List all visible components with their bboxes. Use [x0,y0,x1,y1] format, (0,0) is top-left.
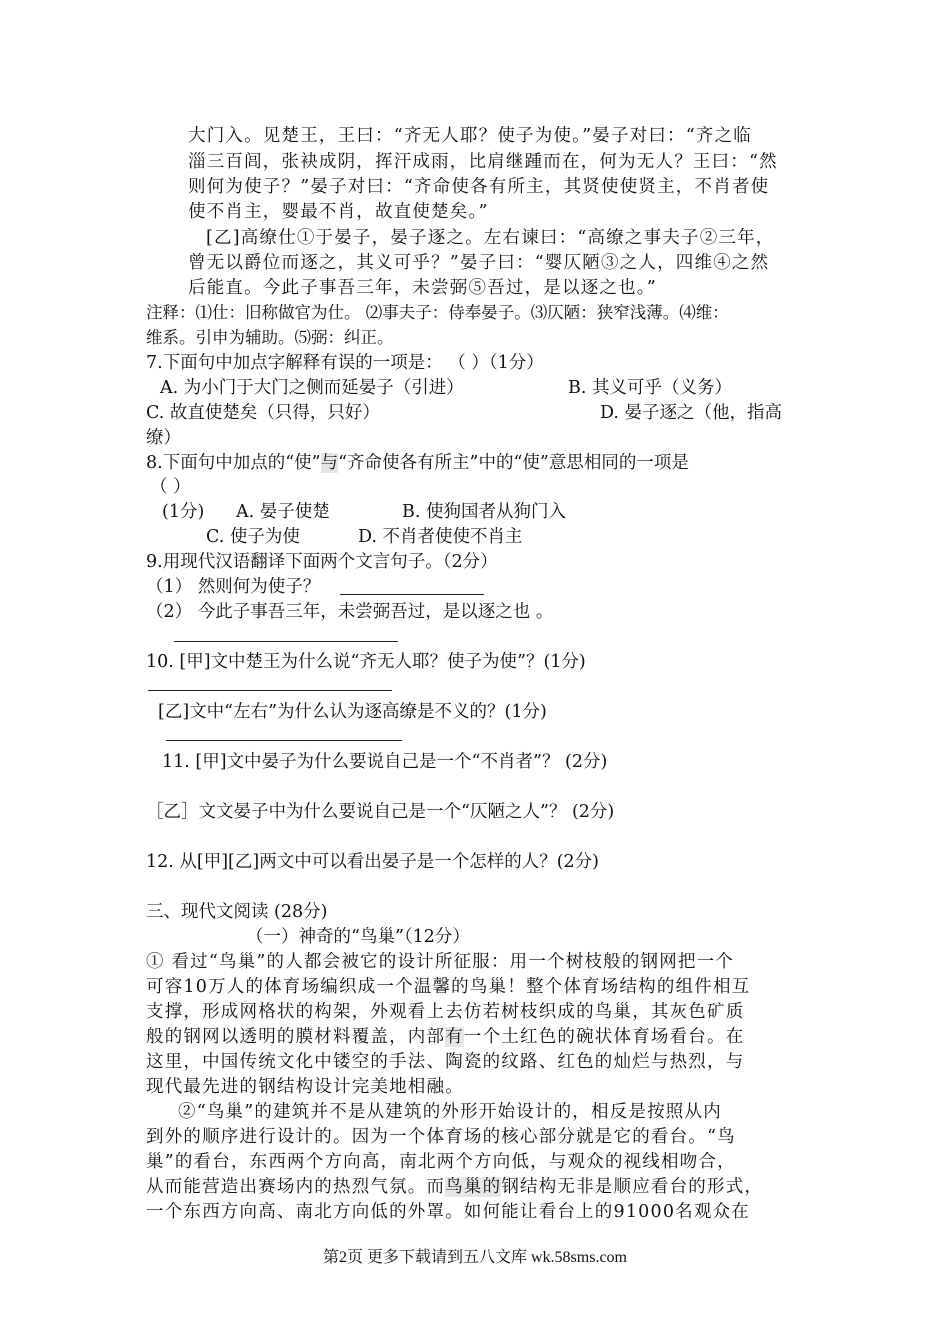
q8-option-b: B. 使狗国者从狗门入 [402,502,566,522]
q7-option-b: B. 其义可乎（义务） [568,378,732,398]
section3-subtitle: （一）神奇的“鸟巢”（12分） [246,927,470,947]
q7-stem: 7.下面句中加点字解释有误的一项是： （ ）（1分） [146,353,544,373]
passage-jia-line-3: 则何为使子？”晏子对曰：“齐命使各有所主，其贤使使贤主，不肖者使 [188,177,770,197]
q8-option-d: D. 不肖者使使不肖主 [358,527,523,547]
page-footer: 第2页 更多下载请到五八文库 wk.58sms.com [322,1249,627,1266]
q11-part-b: ［乙］文文晏子中为什么要说自己是一个“仄陋之人”？ (2分) [146,802,615,822]
q9-answer-line-2[interactable] [174,641,398,642]
para1-line-4-post: 一个土红色的碗状体育场看台。在 [463,1027,745,1047]
para1-line-1: ① 看过“鸟巢”的人都会被它的设计所征服：用一个树枝般的钢网把一个 [146,952,735,972]
notes-line-1: 注释：⑴仕：旧称做官为仕。 ⑵事夫子：侍奉晏子。⑶仄陋：狭窄浅薄。⑷维： [146,303,729,322]
q7-option-d-cont: 缭） [146,428,181,448]
q7-option-d: D. 晏子逐之（他，指高 [600,403,783,423]
para1-line-4 [146,1025,744,1049]
q8-option-a: A. 晏子使楚 [236,502,330,522]
q8-stem [146,451,689,475]
q8-stem-post: “齐命使各有所主”中的“使”意思相同的一项是 [338,453,689,473]
passage-yi-line-3: 后能直。今此子事吾三年，未尝弼⑤吾过，是以逐之也。” [188,278,657,298]
passage-jia-line-2: 淄三百闾，张袂成阴，挥汗成雨，比肩继踵而在，何为无人？王曰：“然 [188,152,778,172]
para2-line-4-highlight: 鸟巢的 [445,1177,502,1197]
passage-yi-line-2: 曾无以爵位而逐之，其义可乎？”晏子曰：“婴仄陋③之人，四维④之然 [188,253,770,273]
para1-line-4-highlight: 有 [445,1027,464,1047]
section3-title: 三、现代文阅读 (28分) [146,902,328,922]
q8-stem-highlight: 与 [320,453,339,473]
q9-sentence-1: （1） 然则何为使子？ [146,577,321,597]
para1-line-2: 可容10万人的体育场编织成一个温馨的鸟巢！整个体育场结构的组件相互 [146,977,751,997]
para2-line-5: 一个东西方向高、南北方向低的外罩。如何能让看台上的91000名观众在 [146,1202,750,1222]
notes-line-2: 维系。引申为辅助。⑸弼：纠正。 [146,328,394,347]
q7-option-c: C. 故直使楚矣（只得，只好） [146,403,380,423]
para1-line-4-pre: 般的钢网以透明的膜材料覆盖，内部 [146,1027,446,1047]
para2-line-4 [146,1175,763,1199]
q10-answer-line-b[interactable] [166,740,402,741]
q8-stem-pre: 8.下面句中加点的“使” [146,453,321,473]
passage-jia-line-1: 大门入。见楚王，王曰：“齐无人耶？使子为使。”晏子对曰：“齐之临 [188,126,752,146]
passage-yi-line-1: [乙]高缭仕①于晏子，晏子逐之。左右谏曰：“高缭之事夫子②三年， [206,228,775,248]
para1-line-3: 支撑，形成网格状的构架，外观看上去仿若树枝织成的鸟巢，其灰色矿质 [146,1002,745,1022]
para2-line-2: 到外的顺序进行设计的。因为一个体育场的核心部分就是它的看台。“鸟 [146,1127,736,1147]
q10-part-a: 10. [甲]文中楚王为什么说“齐无人耶？使子为使”？(1分) [146,652,586,672]
q12: 12. 从[甲][乙]两文中可以看出晏子是一个怎样的人？(2分) [146,852,599,872]
para2-line-1: ②“鸟巢”的建筑并不是从建筑的外形开始设计的，相反是按照从内 [178,1102,722,1122]
q10-part-b: [乙]文中“左右”为什么认为逐高缭是不义的？(1分) [158,702,547,722]
para1-line-5: 这里，中国传统文化中镂空的手法、陶瓷的纹路、红色的灿烂与热烈，与 [146,1052,745,1072]
q8-answer-paren: （ ） [150,477,191,497]
para2-line-4-pre: 从而能营造出赛场内的热烈气氛。而 [146,1177,446,1197]
q9-sentence-2: （2） 今此子事吾三年，未尝弼吾过，是以逐之也 。 [146,602,554,622]
q8-option-c: C. 使子为使 [206,527,300,547]
para2-line-4-post: 钢结构无非是顺应看台的形式， [501,1177,764,1197]
para2-line-3: 巢”的看台，东西两个方向高，南北两个方向低，与观众的视线相吻合， [146,1152,736,1172]
q11-part-a: 11. [甲]文中晏子为什么要说自己是一个“不肖者”？ (2分) [162,752,608,772]
para1-line-6: 现代最先进的钢结构设计完美地相融。 [146,1077,464,1097]
q10-answer-line-a[interactable] [148,690,392,691]
q7-option-a: A. 为小门于大门之侧而延晏子（引进） [160,378,464,398]
passage-jia-line-4: 使不肖主，婴最不肖，故直使楚矣。” [188,202,489,222]
q9-answer-line-1[interactable] [340,594,484,595]
q8-score: (1分) [162,502,205,522]
q9-stem: 9.用现代汉语翻译下面两个文言句子。（2分） [146,552,498,572]
